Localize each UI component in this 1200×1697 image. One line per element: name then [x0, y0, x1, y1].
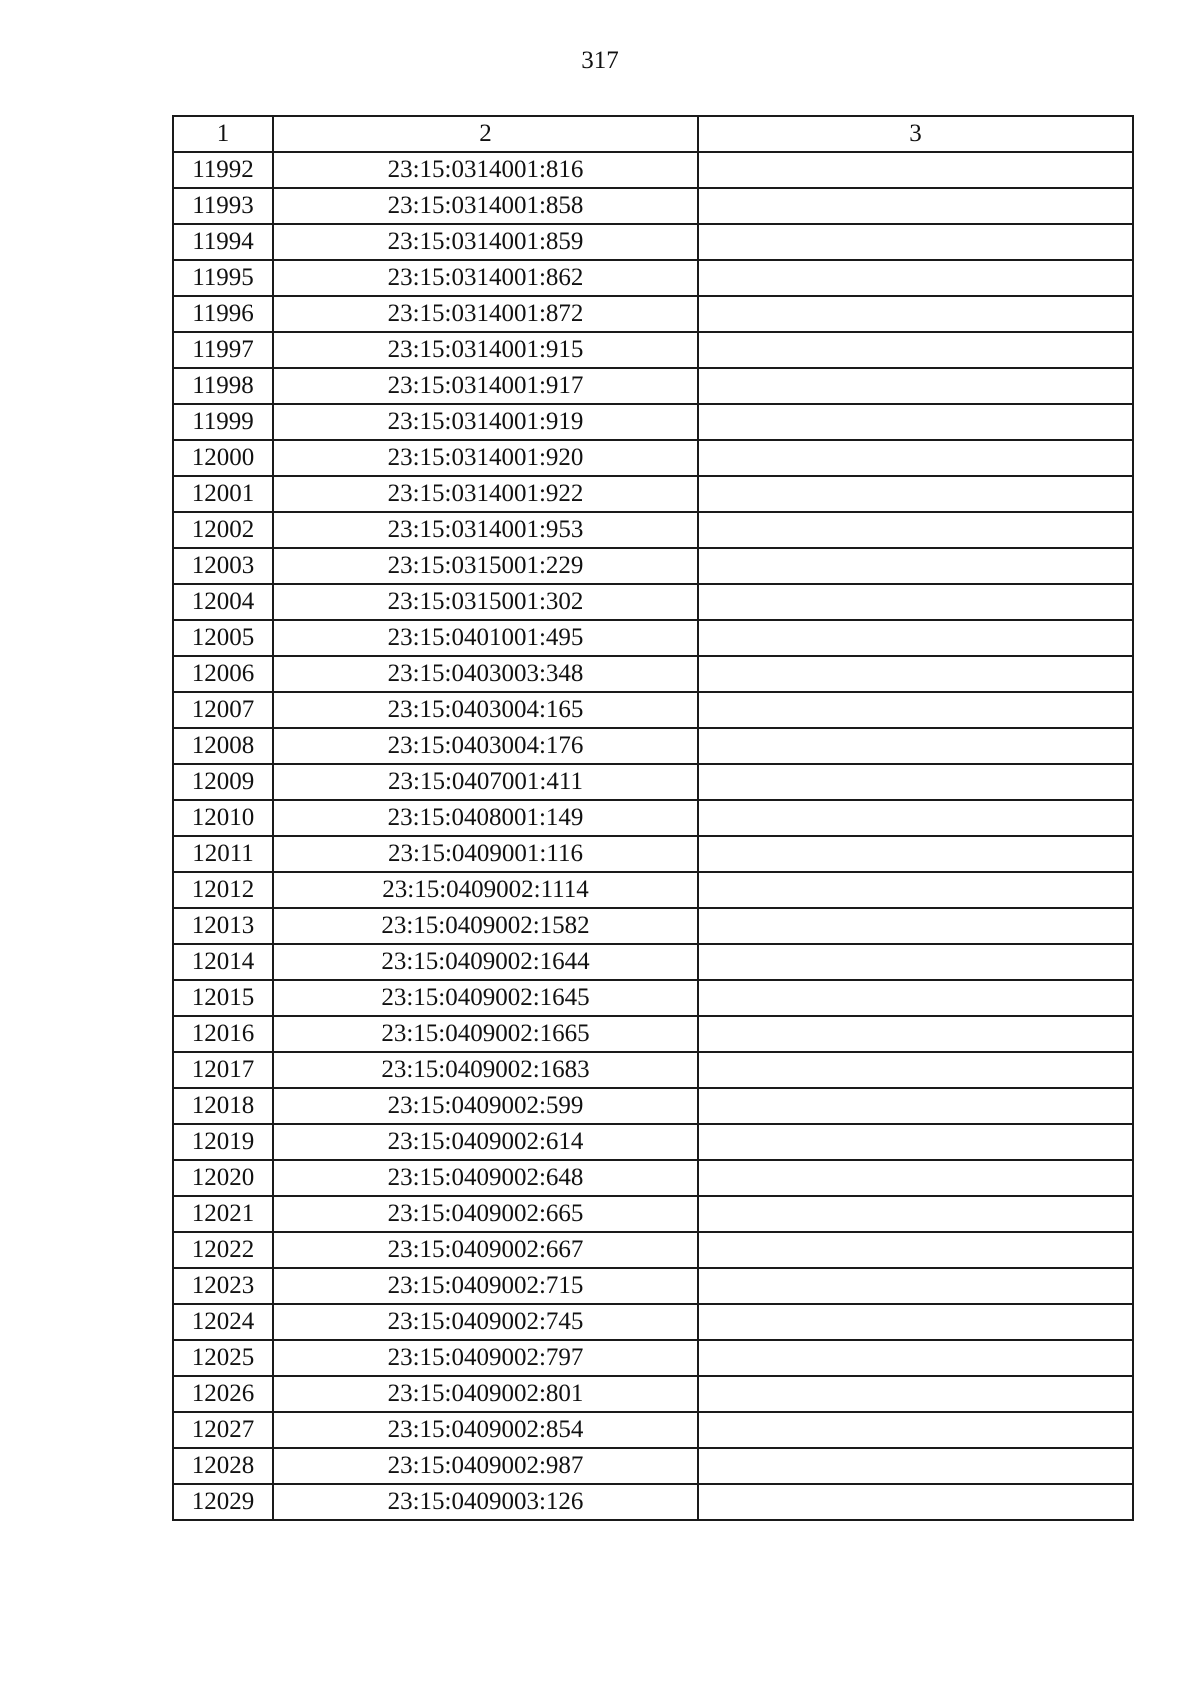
cadastral-number-cell: 23:15:0314001:858	[273, 188, 698, 224]
cadastral-number-cell: 23:15:0314001:919	[273, 404, 698, 440]
table-row	[173, 404, 1133, 440]
row-number-cell: 12013	[173, 908, 273, 944]
row-number-cell: 12019	[173, 1124, 273, 1160]
cadastral-number-cell: 23:15:0314001:917	[273, 368, 698, 404]
cadastral-number-cell: 23:15:0403003:348	[273, 656, 698, 692]
table-row	[173, 440, 1133, 476]
note-cell	[698, 908, 1133, 944]
row-number-cell: 11997	[173, 332, 273, 368]
row-number-cell: 12028	[173, 1448, 273, 1484]
table-row	[173, 836, 1133, 872]
note-cell	[698, 512, 1133, 548]
row-number-cell: 12023	[173, 1268, 273, 1304]
note-cell	[698, 404, 1133, 440]
cadastral-number-cell: 23:15:0409003:126	[273, 1484, 698, 1520]
row-number-cell: 11998	[173, 368, 273, 404]
note-cell	[698, 1088, 1133, 1124]
cadastral-number-cell: 23:15:0403004:176	[273, 728, 698, 764]
row-number-cell: 12025	[173, 1340, 273, 1376]
cadastral-number-cell: 23:15:0314001:922	[273, 476, 698, 512]
table-row	[173, 692, 1133, 728]
row-number-cell: 11994	[173, 224, 273, 260]
row-number-cell: 12002	[173, 512, 273, 548]
cadastral-number-cell: 23:15:0409002:987	[273, 1448, 698, 1484]
register-table	[172, 115, 1134, 1521]
table-row	[173, 260, 1133, 296]
cadastral-number-cell: 23:15:0409002:648	[273, 1160, 698, 1196]
table-row	[173, 1016, 1133, 1052]
row-number-cell: 12029	[173, 1484, 273, 1520]
note-cell	[698, 1268, 1133, 1304]
page-number: 317	[581, 47, 619, 74]
note-cell	[698, 224, 1133, 260]
cadastral-number-cell: 23:15:0314001:920	[273, 440, 698, 476]
note-cell	[698, 656, 1133, 692]
table-row	[173, 476, 1133, 512]
row-number-cell: 12017	[173, 1052, 273, 1088]
note-cell	[698, 872, 1133, 908]
note-cell	[698, 368, 1133, 404]
note-cell	[698, 296, 1133, 332]
row-number-cell: 12020	[173, 1160, 273, 1196]
note-cell	[698, 1484, 1133, 1520]
note-cell	[698, 1376, 1133, 1412]
note-cell	[698, 1412, 1133, 1448]
row-number-cell: 12009	[173, 764, 273, 800]
note-cell	[698, 1232, 1133, 1268]
cadastral-number-cell: 23:15:0409002:745	[273, 1304, 698, 1340]
cadastral-number-cell: 23:15:0409002:801	[273, 1376, 698, 1412]
table-row	[173, 1304, 1133, 1340]
note-cell	[698, 476, 1133, 512]
note-cell	[698, 1016, 1133, 1052]
row-number-cell: 12004	[173, 584, 273, 620]
note-cell	[698, 764, 1133, 800]
cadastral-number-cell: 23:15:0409002:854	[273, 1412, 698, 1448]
note-cell	[698, 440, 1133, 476]
cadastral-number-cell: 23:15:0409002:1665	[273, 1016, 698, 1052]
note-cell	[698, 620, 1133, 656]
cadastral-number-cell: 23:15:0314001:915	[273, 332, 698, 368]
note-cell	[698, 1196, 1133, 1232]
cadastral-number-cell: 23:15:0401001:495	[273, 620, 698, 656]
table-row	[173, 512, 1133, 548]
table-row	[173, 1088, 1133, 1124]
table-row	[173, 224, 1133, 260]
cadastral-number-cell: 23:15:0314001:859	[273, 224, 698, 260]
cadastral-number-cell: 23:15:0409002:797	[273, 1340, 698, 1376]
row-number-cell: 12018	[173, 1088, 273, 1124]
row-number-cell: 12005	[173, 620, 273, 656]
row-number-cell: 12006	[173, 656, 273, 692]
row-number-cell: 11992	[173, 152, 273, 188]
note-cell	[698, 692, 1133, 728]
column-header-2: 2	[273, 116, 698, 152]
note-cell	[698, 584, 1133, 620]
note-cell	[698, 1340, 1133, 1376]
table-row	[173, 1448, 1133, 1484]
row-number-cell: 11993	[173, 188, 273, 224]
table-row	[173, 1412, 1133, 1448]
table-row	[173, 332, 1133, 368]
cadastral-number-cell: 23:15:0314001:872	[273, 296, 698, 332]
table-row	[173, 728, 1133, 764]
table-row	[173, 764, 1133, 800]
table-row	[173, 1484, 1133, 1520]
table-row	[173, 1268, 1133, 1304]
cadastral-number-cell: 23:15:0409002:1582	[273, 908, 698, 944]
row-number-cell: 12022	[173, 1232, 273, 1268]
cadastral-number-cell: 23:15:0409001:116	[273, 836, 698, 872]
row-number-cell: 12024	[173, 1304, 273, 1340]
note-cell	[698, 728, 1133, 764]
note-cell	[698, 836, 1133, 872]
note-cell	[698, 1052, 1133, 1088]
note-cell	[698, 548, 1133, 584]
table-row	[173, 1124, 1133, 1160]
note-cell	[698, 188, 1133, 224]
row-number-cell: 12014	[173, 944, 273, 980]
row-number-cell: 12012	[173, 872, 273, 908]
table-row	[173, 1232, 1133, 1268]
note-cell	[698, 332, 1133, 368]
cadastral-number-cell: 23:15:0409002:667	[273, 1232, 698, 1268]
table-row	[173, 1376, 1133, 1412]
row-number-cell: 12000	[173, 440, 273, 476]
note-cell	[698, 152, 1133, 188]
cadastral-number-cell: 23:15:0315001:229	[273, 548, 698, 584]
column-header-3: 3	[698, 116, 1133, 152]
cadastral-number-cell: 23:15:0409002:599	[273, 1088, 698, 1124]
row-number-cell: 12021	[173, 1196, 273, 1232]
table-row	[173, 944, 1133, 980]
table-row	[173, 872, 1133, 908]
row-number-cell: 11999	[173, 404, 273, 440]
note-cell	[698, 800, 1133, 836]
row-number-cell: 12007	[173, 692, 273, 728]
table-row	[173, 800, 1133, 836]
table-body	[173, 152, 1133, 1520]
cadastral-number-cell: 23:15:0314001:816	[273, 152, 698, 188]
header-row	[173, 116, 1133, 152]
table-row	[173, 1340, 1133, 1376]
table-row	[173, 656, 1133, 692]
table-row	[173, 908, 1133, 944]
note-cell	[698, 1124, 1133, 1160]
note-cell	[698, 260, 1133, 296]
row-number-cell: 12015	[173, 980, 273, 1016]
cadastral-number-cell: 23:15:0409002:665	[273, 1196, 698, 1232]
table-row	[173, 1160, 1133, 1196]
row-number-cell: 12008	[173, 728, 273, 764]
note-cell	[698, 1304, 1133, 1340]
note-cell	[698, 1160, 1133, 1196]
cadastral-number-cell: 23:15:0314001:953	[273, 512, 698, 548]
table-row	[173, 296, 1133, 332]
table-row	[173, 620, 1133, 656]
cadastral-number-cell: 23:15:0407001:411	[273, 764, 698, 800]
row-number-cell: 12016	[173, 1016, 273, 1052]
cadastral-number-cell: 23:15:0403004:165	[273, 692, 698, 728]
cadastral-number-cell: 23:15:0409002:1645	[273, 980, 698, 1016]
row-number-cell: 12010	[173, 800, 273, 836]
row-number-cell: 11995	[173, 260, 273, 296]
cadastral-number-cell: 23:15:0408001:149	[273, 800, 698, 836]
row-number-cell: 11996	[173, 296, 273, 332]
row-number-cell: 12011	[173, 836, 273, 872]
note-cell	[698, 944, 1133, 980]
row-number-cell: 12027	[173, 1412, 273, 1448]
row-number-cell: 12026	[173, 1376, 273, 1412]
cadastral-number-cell: 23:15:0409002:1683	[273, 1052, 698, 1088]
table-row	[173, 548, 1133, 584]
cadastral-number-cell: 23:15:0409002:614	[273, 1124, 698, 1160]
table-row	[173, 1196, 1133, 1232]
cadastral-number-cell: 23:15:0315001:302	[273, 584, 698, 620]
table-row	[173, 980, 1133, 1016]
table-row	[173, 152, 1133, 188]
row-number-cell: 12001	[173, 476, 273, 512]
note-cell	[698, 980, 1133, 1016]
cadastral-number-cell: 23:15:0409002:715	[273, 1268, 698, 1304]
table-row	[173, 1052, 1133, 1088]
column-header-1: 1	[173, 116, 273, 152]
table-row	[173, 584, 1133, 620]
cadastral-number-cell: 23:15:0409002:1114	[273, 872, 698, 908]
table-row	[173, 368, 1133, 404]
note-cell	[698, 1448, 1133, 1484]
table-row	[173, 188, 1133, 224]
cadastral-number-cell: 23:15:0409002:1644	[273, 944, 698, 980]
cadastral-number-cell: 23:15:0314001:862	[273, 260, 698, 296]
row-number-cell: 12003	[173, 548, 273, 584]
